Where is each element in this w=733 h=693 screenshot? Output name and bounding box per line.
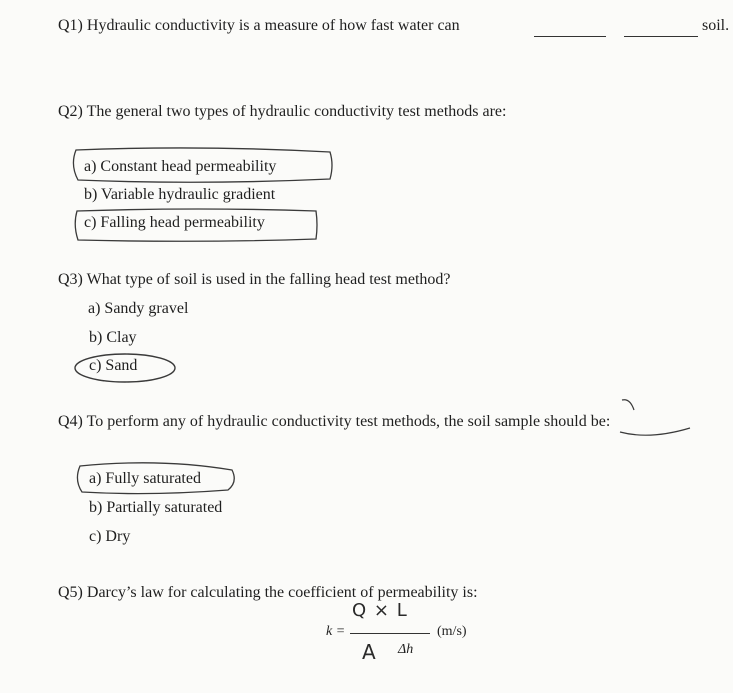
question-3: Q3) What type of soil is used in the falling head test method? [58, 271, 451, 288]
question-1-end: soil. [702, 17, 730, 34]
formula-denominator-handwritten: A [362, 640, 376, 664]
formula-numerator-handwritten: Q × L [352, 600, 408, 621]
question-2: Q2) The general two types of hydraulic conductivity test methods are: [58, 103, 507, 120]
q2-option-b[interactable]: b) Variable hydraulic gradient [84, 186, 276, 203]
formula-units: (m/s) [437, 624, 467, 639]
q2-option-c[interactable]: c) Falling head permeability [84, 214, 265, 231]
q3-option-a[interactable]: a) Sandy gravel [88, 300, 189, 317]
answer-blank-1a[interactable] [534, 36, 606, 37]
q4-option-a[interactable]: a) Fully saturated [89, 470, 201, 487]
formula-fraction-bar [350, 633, 430, 634]
question-4: Q4) To perform any of hydraulic conductivity test methods, the soil sample should be: [58, 413, 611, 430]
formula-lhs: k = [326, 624, 346, 639]
q4-option-c[interactable]: c) Dry [89, 528, 131, 545]
q2-option-a[interactable]: a) Constant head permeability [84, 158, 277, 175]
q4-option-b[interactable]: b) Partially saturated [89, 499, 223, 516]
answer-blank-1b[interactable] [624, 36, 698, 37]
formula-denominator: Δh [398, 642, 414, 657]
q4-handwritten-mark [620, 400, 690, 435]
question-1: Q1) Hydraulic conductivity is a measure of how fast water can [58, 17, 460, 34]
q3-option-b[interactable]: b) Clay [89, 329, 137, 346]
q3-option-c[interactable]: c) Sand [89, 357, 138, 374]
question-5: Q5) Darcy’s law for calculating the coefficient of permeability is: [58, 584, 478, 601]
